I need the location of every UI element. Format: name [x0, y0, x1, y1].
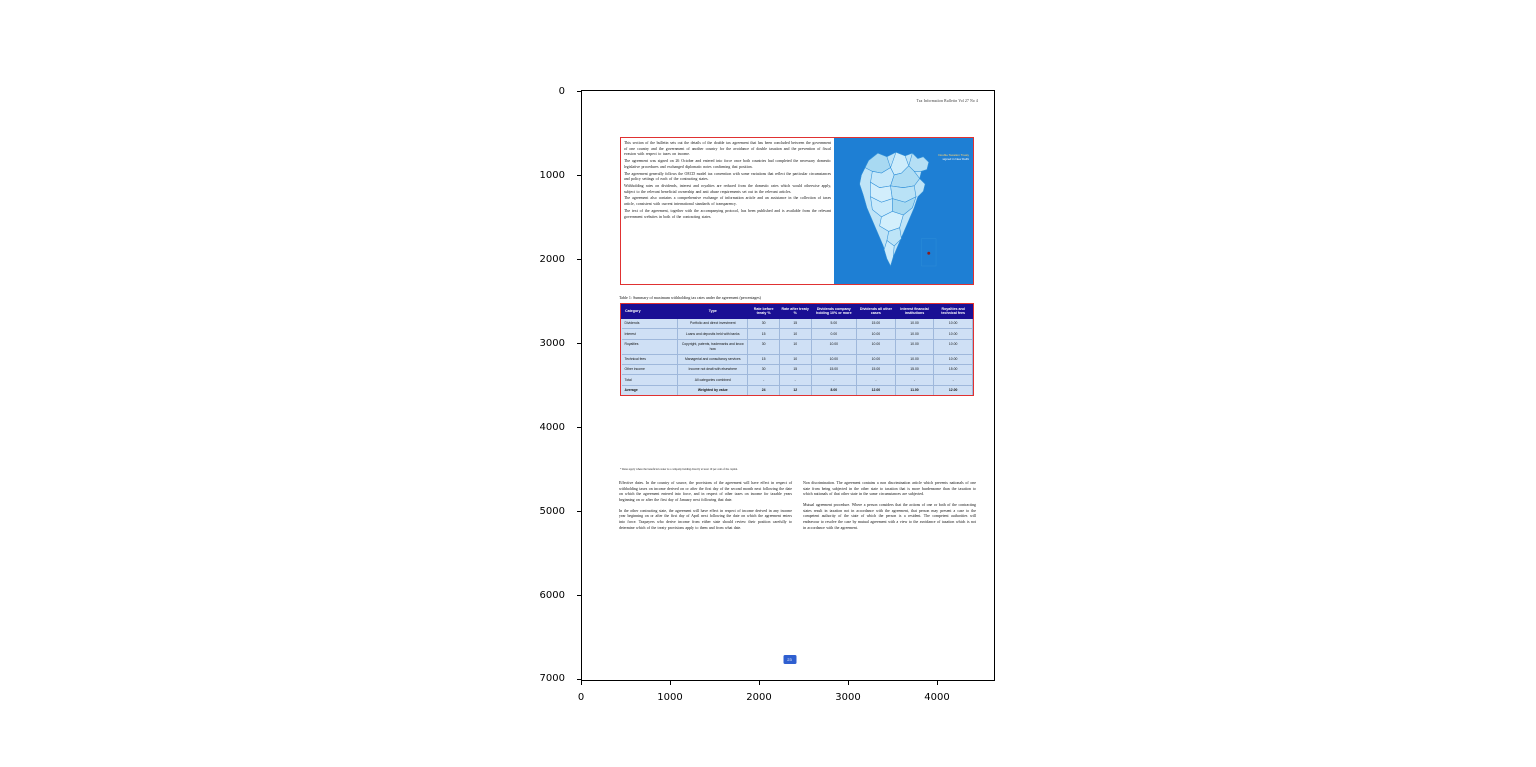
- body-paragraph: Non discrimination. The agreement contains a non discrimination article which prevents nationals of one state from being subjected in the other state to taxation that is more burdensome than the taxation to which nationals of that other state in the same circumstances are subjected.: [803, 481, 976, 497]
- y-tick-label: 4000: [539, 422, 565, 433]
- intro-paragraph: The agreement generally follows the OECD model tax convention with some variations that reflect the particular circumstances and policy settings of each of the contracting states.: [624, 171, 832, 182]
- table-cell: 10.00: [934, 354, 973, 364]
- y-tick-label: 7000: [539, 673, 565, 684]
- table-cell: 10: [779, 339, 811, 354]
- table-cell: 10.00: [895, 318, 934, 328]
- intro-paragraph: The text of the agreement, together with the accompanying protocol, has been published and is available from the relevant government websites in both of the contracting states.: [624, 208, 831, 219]
- table-cell: -: [934, 375, 973, 385]
- document-axes: [581, 90, 995, 681]
- table-cell: 15: [779, 318, 811, 328]
- table-cell: 12.00: [934, 385, 973, 395]
- table-header-row: [622, 305, 973, 319]
- table-row: [622, 339, 973, 354]
- intro-paragraph: The agreement was signed on 26 October and entered into force once both countries had completed the necessary domestic legislative procedures and exchanged diplomatic notes confirming that position.: [624, 159, 831, 169]
- table-cell: Income not dealt with elsewhere: [678, 365, 748, 375]
- table-cell: 10.00: [934, 318, 973, 328]
- table-cell: Interest: [622, 329, 678, 339]
- x-tick-mark: [848, 681, 849, 685]
- table-cell: 10.00: [811, 339, 857, 354]
- india-outline-icon: [850, 144, 942, 276]
- x-tick-label: 2000: [746, 692, 772, 703]
- map-caption-line-2: signed in New Delhi: [942, 156, 969, 161]
- table-header-cell: Royalties and technical fees: [934, 305, 973, 319]
- table-header-cell: Rate after treaty %: [779, 305, 811, 319]
- table-cell: Royalties: [622, 339, 678, 354]
- table-cell: Average: [622, 385, 678, 395]
- map-marker-icon: [927, 252, 930, 255]
- y-tick-label: 0: [558, 86, 565, 97]
- india-map-image: [834, 138, 973, 284]
- table-row: [622, 318, 973, 328]
- table-cell: 10.00: [857, 354, 896, 364]
- table-cell: 15.00: [895, 365, 934, 375]
- table-cell: 10.00: [934, 339, 973, 354]
- table-cell: -: [857, 375, 896, 385]
- table-cell: 30: [748, 365, 780, 375]
- y-tick-label: 3000: [539, 338, 565, 349]
- body-column-left: [619, 481, 792, 536]
- body-paragraph: Mutual agreement procedure. Where a person considers that the actions of one or both of the contracting states result in taxation not in accordance with the agreement, that person may present a case to the competent authority of the state of which the person is a resident. The competent authorities will endeavour to resolve the case by mutual agreement with a view to the avoidance of taxation which is not in accordance with the agreement.: [803, 502, 976, 530]
- table-header-cell: Interest financial institutions: [895, 305, 934, 319]
- table-header-cell: Category: [622, 305, 678, 319]
- table-cell: Total: [622, 375, 678, 385]
- table-row: [622, 365, 973, 375]
- table-cell: 15: [748, 354, 780, 364]
- table-footnote: * Rates apply where the beneficial owner is a company holding directly at least 10 per cent of the capital.: [620, 468, 738, 471]
- body-paragraph: Effective dates. In the country of source, the provisions of the agreement will have effect in respect of withholding taxes on income derived on or after the first day of the second month next following the date on which the agreement entered into force, and in respect of other taxes on income for taxable years beginning on or after the first day of January next following that date.: [619, 481, 792, 502]
- table-cell: 15.00: [811, 365, 857, 375]
- x-tick-mark: [759, 681, 760, 685]
- y-tick-label: 5000: [539, 506, 565, 517]
- withholding-rate-table: [620, 303, 974, 396]
- table-row: [622, 329, 973, 339]
- table-cell: -: [811, 375, 857, 385]
- table-cell: 12.00: [857, 385, 896, 395]
- table-cell: 15.00: [857, 365, 896, 375]
- table-cell: 24: [748, 385, 780, 395]
- intro-paragraph: Withholding rates on dividends, interest and royalties are reduced from the domestic rates which would otherwise apply, subject to the relevant beneficial ownership and anti abuse requirements set out in the relevant articles.: [624, 184, 831, 194]
- document-page: [582, 91, 994, 680]
- table-cell: 5.00: [811, 318, 857, 328]
- table-cell: 10.00: [811, 354, 857, 364]
- table-cell: 30: [748, 318, 780, 328]
- intro-section: [620, 137, 974, 285]
- x-tick-mark: [581, 681, 582, 685]
- table-row: [622, 354, 973, 364]
- table-cell: 15.00: [857, 318, 896, 328]
- intro-text: [621, 138, 834, 284]
- x-tick-mark: [670, 681, 671, 685]
- table-cell: Managerial and consultancy services: [678, 354, 748, 364]
- table-cell: -: [895, 375, 934, 385]
- y-tick-label: 6000: [539, 590, 565, 601]
- table-cell: Portfolio and direct investment: [678, 318, 748, 328]
- page-number-badge: 23: [783, 655, 796, 664]
- table-cell: 11.00: [895, 385, 934, 395]
- table-cell: 0.00: [811, 329, 857, 339]
- intro-paragraph: This section of the bulletin sets out the details of the double tax agreement that has been concluded between the government of one country and the government of another country for the avoidance of double taxation and the prevention of fiscal evasion with respect to taxes on income.: [624, 141, 831, 157]
- table-cell: 10.00: [934, 329, 973, 339]
- x-tick-label: 4000: [924, 692, 950, 703]
- table-cell: 10.00: [895, 329, 934, 339]
- table-header-cell: Type: [678, 305, 748, 319]
- body-paragraph: In the other contracting state, the agreement will have effect in respect of income derived in any income year beginning on or after the first day of April next following the date on which the agreement enters into force. Taxpayers who derive income from either state should review their position carefully to determine which of the treaty provisions apply to them and from what date.: [619, 508, 792, 530]
- table-cell: Dividends: [622, 318, 678, 328]
- body-column-right: [803, 481, 976, 536]
- table-row-total: [622, 385, 973, 395]
- table-caption: Table 1: Summary of maximum withholding tax rates under the agreement (percentages): [619, 295, 762, 300]
- table-cell: Copyright, patents, trademarks and know how: [678, 339, 748, 354]
- map-caption-line-1: Double Taxation Treaty: [938, 153, 969, 157]
- x-tick-label: 1000: [657, 692, 683, 703]
- table-cell: 10: [779, 354, 811, 364]
- table-cell: 10.00: [857, 339, 896, 354]
- table-cell: Technical fees: [622, 354, 678, 364]
- y-tick-label: 2000: [539, 254, 565, 265]
- table-cell: 10.00: [857, 329, 896, 339]
- y-tick-label: 1000: [539, 170, 565, 181]
- table-cell: Other income: [622, 365, 678, 375]
- document-header: Tax Information Bulletin Vol 27 No 4: [916, 99, 978, 103]
- body-columns: [619, 481, 976, 536]
- table-cell: -: [748, 375, 780, 385]
- table-cell: 30: [748, 339, 780, 354]
- intro-paragraph: The agreement also contains a comprehensive exchange of information article and an assistance in the collection of taxes article, consistent with current international standards of transparency.: [624, 196, 831, 207]
- table-cell: 12: [779, 385, 811, 395]
- x-tick-mark: [937, 681, 938, 685]
- table-header-cell: Dividends company holding 10% or more: [811, 305, 857, 319]
- table-cell: 10.00: [895, 339, 934, 354]
- table-cell: Weighted by value: [678, 385, 748, 395]
- table-cell: All categories combined: [678, 375, 748, 385]
- x-tick-label: 3000: [835, 692, 861, 703]
- table-cell: Loans and deposits held with banks: [678, 329, 748, 339]
- table-header-cell: Dividends all other cases: [857, 305, 896, 319]
- table-header-cell: Rate before treaty %: [748, 305, 780, 319]
- table-cell: -: [779, 375, 811, 385]
- x-tick-label: 0: [577, 692, 585, 703]
- table-cell: 15.00: [934, 365, 973, 375]
- table-cell: 8.00: [811, 385, 857, 395]
- table-cell: 15: [748, 329, 780, 339]
- table-row: [622, 375, 973, 385]
- table-cell: 15: [779, 365, 811, 375]
- table-cell: 10.00: [895, 354, 934, 364]
- table-cell: 10: [779, 329, 811, 339]
